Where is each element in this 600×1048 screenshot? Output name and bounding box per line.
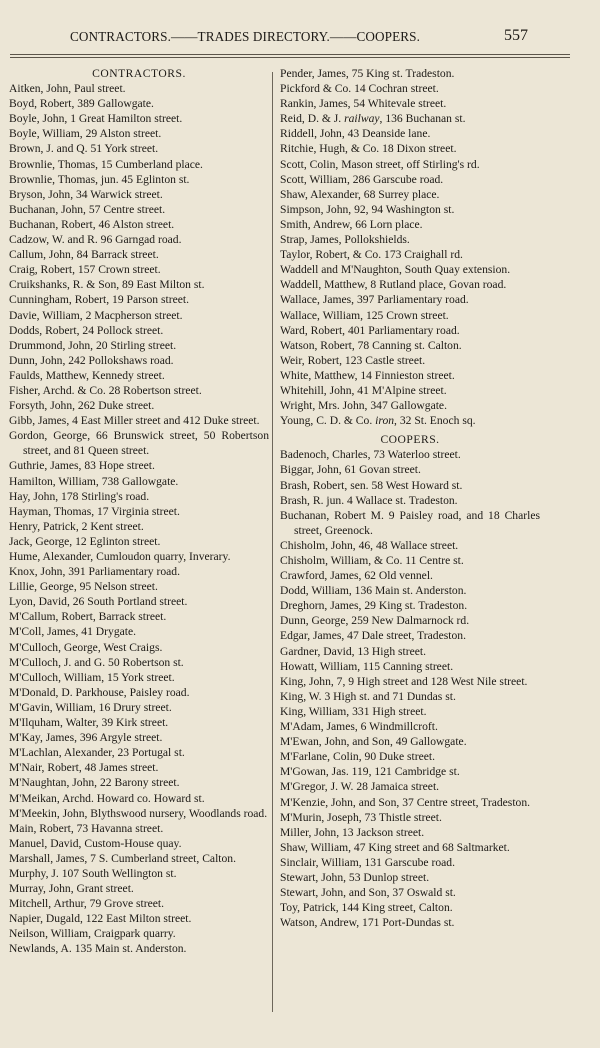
- cooper-entry: Crawford, James, 62 Old vennel.: [280, 569, 433, 583]
- cooper-entry: M'Adam, James, 6 Windmillcroft.: [280, 720, 438, 734]
- contractor-entry: Fisher, Archd. & Co. 28 Robertson street.: [9, 383, 202, 397]
- contractor-entry: M'Culloch, William, 15 York street.: [9, 670, 175, 684]
- contractor-entry: Watson, Robert, 78 Canning st. Calton.: [280, 338, 462, 352]
- contractor-entry: Waddell and M'Naughton, South Quay extension.: [280, 263, 511, 277]
- contractor-entry: Aitken, John, Paul street.: [9, 82, 126, 96]
- cooper-entry: Stewart, John, and Son, 37 Oswald st.: [280, 886, 456, 900]
- contractor-entry: Drummond, John, 20 Stirling street.: [9, 338, 177, 352]
- contractor-entry: Buchanan, John, 57 Centre street.: [9, 202, 166, 216]
- contractor-entry: White, Matthew, 14 Finnieston street.: [280, 368, 455, 382]
- cooper-entry: Stewart, John, 53 Dunlop street.: [280, 870, 430, 884]
- cooper-entry: M'Ewan, John, and Son, 49 Gallowgate.: [280, 735, 467, 749]
- contractor-entry: Pender, James, 75 King st. Tradeston.: [280, 67, 455, 80]
- contractor-entry: Napier, Dugald, 122 East Milton street.: [9, 912, 192, 926]
- contractor-entry: Brown, J. and Q. 51 York street.: [9, 142, 159, 156]
- contractor-entry: Hay, John, 178 Stirling's road.: [9, 489, 150, 503]
- cooper-entry: Dunn, George, 259 New Dalmarnock rd.: [280, 614, 470, 628]
- cooper-entry: Brash, R. jun. 4 Wallace st. Tradeston.: [280, 493, 458, 507]
- contractor-entry: Buchanan, Robert, 46 Alston street.: [9, 217, 175, 231]
- contractor-entry: Hayman, Thomas, 17 Virginia street.: [9, 504, 180, 518]
- contractor-entry: Boyle, William, 29 Alston street.: [9, 127, 162, 141]
- contractor-entry: Lyon, David, 26 South Portland street.: [9, 595, 188, 609]
- contractors-heading: CONTRACTORS.: [92, 67, 186, 80]
- contractor-entry: M'Kay, James, 396 Argyle street.: [9, 731, 163, 745]
- contractor-entry: Callum, John, 84 Barrack street.: [9, 248, 159, 262]
- cooper-entry: M'Kenzie, John, and Son, 37 Centre street, Tradeston.: [280, 795, 531, 809]
- contractor-entry: Forsyth, John, 262 Duke street.: [9, 399, 155, 413]
- cooper-entry: King, W. 3 High st. and 71 Dundas st.: [280, 689, 456, 703]
- contractor-entry: Rankin, James, 54 Whitevale street.: [280, 97, 447, 111]
- cooper-entry: Edgar, James, 47 Dale street, Tradeston.: [280, 629, 466, 643]
- cooper-entry: Toy, Patrick, 144 King street, Calton.: [280, 901, 453, 915]
- cooper-entry: Shaw, William, 47 King street and 68 Saltmarket.: [280, 840, 510, 854]
- contractor-entry: Weir, Robert, 123 Castle street.: [280, 353, 426, 367]
- cooper-entry: Buchanan, Robert M. 9 Paisley road, and 18 Charles street, Greenock.: [280, 508, 540, 537]
- cooper-entry: M'Farlane, Colin, 90 Duke street.: [280, 750, 436, 764]
- contractor-entry: Knox, John, 391 Parliamentary road.: [9, 565, 180, 579]
- contractor-entry: Riddell, John, 43 Deanside lane.: [280, 127, 431, 141]
- contractor-entry: Lillie, George, 95 Nelson street.: [9, 580, 158, 594]
- contractor-entry: Dunn, John, 242 Pollokshaws road.: [9, 353, 174, 367]
- contractor-entry: Cruikshanks, R. & Son, 89 East Milton st.: [9, 278, 205, 292]
- contractor-entry: Mitchell, Arthur, 79 Grove street.: [9, 897, 165, 911]
- contractor-entry: Reid, D. & J. railway, 136 Buchanan st.: [280, 112, 466, 126]
- contractor-entry: Main, Robert, 73 Havanna street.: [9, 821, 164, 835]
- contractor-entry: Scott, Colin, Mason street, off Stirling's rd.: [280, 157, 480, 171]
- contractor-entry: Wallace, James, 397 Parliamentary road.: [280, 293, 469, 307]
- coopers-list: [280, 447, 540, 930]
- contractor-entry: M'Meekin, John, Blythswood nursery, Woodlands road.: [9, 806, 268, 820]
- contractor-entry: M'Meikan, Archd. Howard co. Howard st.: [9, 791, 205, 805]
- contractor-entry: M'Naughtan, John, 22 Barony street.: [9, 776, 180, 790]
- cooper-entry: Sinclair, William, 131 Garscube road.: [280, 855, 455, 869]
- contractor-entry: M'Donald, D. Parkhouse, Paisley road.: [9, 685, 190, 699]
- contractor-entry: M'Gavin, William, 16 Drury street.: [9, 700, 172, 714]
- contractor-entry: Cunningham, Robert, 19 Parson street.: [9, 293, 190, 307]
- contractor-entry: Guthrie, James, 83 Hope street.: [9, 459, 155, 473]
- cooper-entry: M'Murin, Joseph, 73 Thistle street.: [280, 810, 442, 824]
- contractor-entry: Murphy, J. 107 South Wellington st.: [9, 866, 177, 880]
- cooper-entry: King, John, 7, 9 High street and 128 West Nile street.: [280, 674, 528, 688]
- cooper-entry: Chisholm, John, 46, 48 Wallace street.: [280, 538, 459, 552]
- contractor-entry: Hume, Alexander, Cumloudon quarry, Inverary.: [9, 550, 231, 563]
- contractor-entry: M'Ilquham, Walter, 39 Kirk street.: [9, 716, 169, 730]
- contractor-entry: Murray, John, Grant street.: [9, 882, 134, 896]
- contractor-entry: M'Coll, James, 41 Drygate.: [9, 625, 137, 639]
- contractor-entry: Strap, James, Pollokshields.: [280, 233, 410, 247]
- contractor-entry: Gordon, George, 66 Brunswick street, 50 Robertson street, and 81 Queen street.: [9, 429, 269, 458]
- page-number: 557: [504, 27, 528, 44]
- contractor-entry: Henry, Patrick, 2 Kent street.: [9, 519, 144, 533]
- contractor-entry: Pickford & Co. 14 Cochran street.: [280, 82, 439, 96]
- contractor-entry: Smith, Andrew, 66 Lorn place.: [280, 217, 423, 231]
- coopers-heading: COOPERS.: [380, 433, 440, 447]
- contractor-entry: Gibb, James, 4 East Miller street and 412 Duke street.: [9, 414, 260, 428]
- contractor-entry: Faulds, Matthew, Kennedy street.: [9, 368, 165, 382]
- contractor-entry: Boyle, John, 1 Great Hamilton street.: [9, 112, 183, 126]
- contractor-entry: Ward, Robert, 401 Parliamentary road.: [280, 323, 460, 337]
- contractor-entry: Scott, William, 286 Garscube road.: [280, 172, 444, 186]
- contractor-entry: M'Lachlan, Alexander, 23 Portugal st.: [9, 746, 185, 760]
- cooper-entry: M'Gregor, J. W. 28 Jamaica street.: [280, 780, 440, 794]
- contractor-entry: M'Nair, Robert, 48 James street.: [9, 761, 159, 775]
- contractor-entry: Ritchie, Hugh, & Co. 18 Dixon street.: [280, 142, 457, 156]
- cooper-entry: King, William, 331 High street.: [280, 704, 427, 718]
- contractor-entry: Manuel, David, Custom-House quay.: [9, 836, 182, 850]
- cooper-entry: Gardner, David, 13 High street.: [280, 644, 427, 658]
- contractor-entry: Davie, William, 2 Macpherson street.: [9, 308, 183, 322]
- contractor-entry: Boyd, Robert, 389 Gallowgate.: [9, 97, 154, 111]
- contractor-entry: Craig, Robert, 157 Crown street.: [9, 263, 161, 277]
- contractor-entry: M'Culloch, George, West Craigs.: [9, 640, 163, 654]
- contractor-entry: Cadzow, W. and R. 96 Garngad road.: [9, 233, 182, 247]
- cooper-entry: Chisholm, William, & Co. 11 Centre st.: [280, 554, 464, 567]
- contractor-entry: Dodds, Robert, 24 Pollock street.: [9, 323, 164, 337]
- contractor-entry: Neilson, William, Craigpark quarry.: [9, 927, 176, 941]
- contractor-entry: Shaw, Alexander, 68 Surrey place.: [280, 187, 440, 201]
- column-divider: [272, 72, 273, 1012]
- left-column: [9, 66, 269, 957]
- header-rule: [10, 54, 570, 55]
- contractor-entry: Marshall, James, 7 S. Cumberland street, Calton.: [9, 851, 237, 865]
- cooper-entry: Brash, Robert, sen. 58 West Howard st.: [280, 478, 463, 492]
- contractor-entry: M'Culloch, J. and G. 50 Robertson st.: [9, 655, 184, 669]
- contractors-continued-list: [280, 66, 540, 428]
- cooper-entry: Dodd, William, 136 Main st. Anderston.: [280, 584, 467, 598]
- contractor-entry: Hamilton, William, 738 Gallowgate.: [9, 474, 179, 488]
- contractor-entry: Brownlie, Thomas, 15 Cumberland place.: [9, 157, 203, 171]
- header-rule-double: [10, 57, 570, 58]
- cooper-entry: Watson, Andrew, 171 Port-Dundas st.: [280, 916, 455, 930]
- contractor-entry: Newlands, A. 135 Main st. Anderston.: [9, 942, 187, 956]
- cooper-entry: Biggar, John, 61 Govan street.: [280, 463, 421, 477]
- contractor-entry: M'Callum, Robert, Barrack street.: [9, 610, 167, 624]
- contractor-entry: Jack, George, 12 Eglinton street.: [9, 534, 161, 548]
- contractors-list: [9, 81, 269, 956]
- cooper-entry: M'Gowan, Jas. 119, 121 Cambridge st.: [280, 765, 460, 779]
- cooper-entry: Howatt, William, 115 Canning street.: [280, 659, 454, 673]
- contractor-entry: Wallace, William, 125 Crown street.: [280, 308, 449, 322]
- contractor-entry: Whitehill, John, 41 M'Alpine street.: [280, 383, 447, 397]
- cooper-entry: Miller, John, 13 Jackson street.: [280, 825, 425, 839]
- contractor-entry: Brownlie, Thomas, jun. 45 Eglinton st.: [9, 172, 190, 186]
- running-head: CONTRACTORS.——TRADES DIRECTORY.——COOPERS.: [70, 29, 420, 44]
- contractor-entry: Taylor, Robert, & Co. 173 Craighall rd.: [280, 248, 463, 262]
- cooper-entry: Dreghorn, James, 29 King st. Tradeston.: [280, 599, 468, 613]
- page-header: [0, 27, 600, 49]
- contractor-entry: Bryson, John, 34 Warwick street.: [9, 187, 163, 201]
- contractor-entry: Wright, Mrs. John, 347 Gallowgate.: [280, 399, 447, 413]
- contractor-entry: Waddell, Matthew, 8 Rutland place, Govan road.: [280, 278, 507, 292]
- contractor-entry: Young, C. D. & Co. iron, 32 St. Enoch sq.: [280, 414, 476, 428]
- cooper-entry: Badenoch, Charles, 73 Waterloo street.: [280, 448, 461, 462]
- contractor-entry: Simpson, John, 92, 94 Washington st.: [280, 202, 455, 216]
- right-column: [280, 66, 540, 930]
